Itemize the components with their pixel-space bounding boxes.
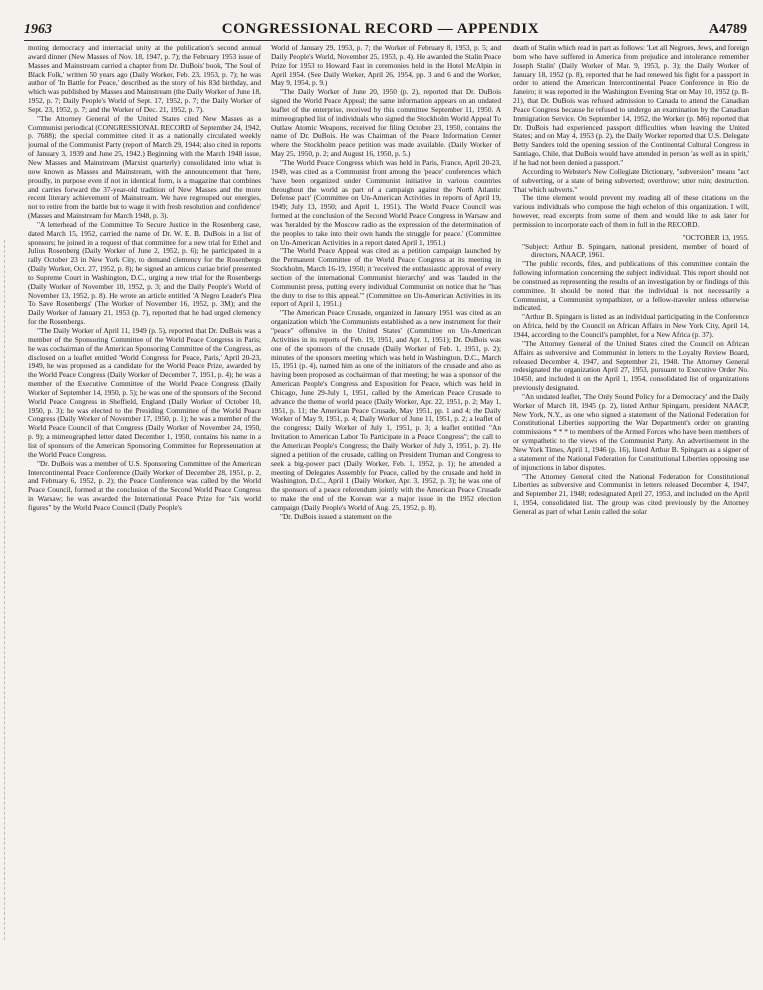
paragraph: "Dr. DuBois was a member of U.S. Sponsoring Committee of the American Intercontinental Peace Conference (Daily Worker of December 28, 1951, p. 2, and February 6, 1952, p. 2); the Peace Conference was called by the World Peace Council, formed at the conclusion of the Second World Peace Congress in Warsaw; he was awarded the International Peace Prize for "six world figures" by the World Peace Council (Daily People's [28,458,261,512]
header-title: CONGRESSIONAL RECORD — APPENDIX [221,21,540,37]
paragraph: "The American Peace Crusade, organized in January 1951 was cited as an organization which 'the Communists established as a new instrument for their "peace" offensive in the United States' (Committee on Un-American Activities in its reports of Feb. 19, 1951, and Apr. 1, 1951); Dr. DuBois was one of the sponsors of the crusade (Daily Worker of Feb. 1, 1951, p. 2); minutes of the sponsors meeting which was held in Washington, D.C., March 15, 1951 (p. 4), named him as one of the initiators of the crusade and also as having been proposed as cochairman of that meeting; he was a sponsor of the American People's Congress and Exposition for Peace, which was held in Chicago, June 29-July 1, 1951, called by the American Peace Crusade to advance the theme of world peace (Daily Worker, Apr. 22, 1951, p. 2; May 1, 1951, p. 11; the American Peace Crusade, May 1951, pp. 1 and 4; the Daily Worker of May 9, 1951, p. 4; Daily Worker of June 11, 1951, p. 2; a leaflet of the congress; Daily Worker of July 1, 1951, p. 3; a leaflet entitled "An Invitation to American Labor To Participate in a Peace Congress"; the call to the American People's Congress; the Daily Worker of July 3, 1951, p. 2). He signed a petition of the crusade, calling on President Truman and Congress to seek a big-power pact (Daily Worker, Feb. 1, 1952, p. 1); he attended a meeting of Delegates Assembly for Peace, called by the crusade and held in Washington, D.C., April 1 (Daily Worker, Apr. 3, 1952, p. 3); he was one of the sponsors of a peace referendum jointly with the American Peace Crusade to make the end of the Korean war a major issue in the 1952 election campaign (Daily People's World of Aug. 25, 1952, p. 8). [271,308,501,512]
paragraph: "An undated leaflet, 'The Only Sound Policy for a Democracy' and the Daily Worker of March 18, 1945 (p. 2), listed Arthur Spingarn, president NAACP, New York, N.Y., as one who signed a statement of the National Federation for Constitutional Liberties supporting the War Department's order on granting commissions * * * to members of the Armed Forces who have been members of or sympathetic to the views of the Communist Party. An advertisement in the New York Times, April 1, 1946 (p. 16), listed Arthur B. Spingarn as a signer of a statement of the National Federation for Constitutional Liberties opposing use of injunctions in labor disputes. [513,391,749,472]
paragraph: "The World Peace Congress which was held in Paris, France, April 20-23, 1949, was cited as a Communist front among the 'peace' conferences which 'have been organized under Communist initiative in various countries throughout the world as part of a campaign against the North Atlantic Defense pact' (Committee on Un-American Activities in reports of April 19, 1949; July 13, 1950; and April 1, 1951). The World Peace Council was formed at the conclusion of the Second World Peace Congress in Warsaw and was 'heralded by the Moscow radio as the expression of the determination of the peoples to take into their own hands the struggle for peace.' (Committee on Un-American Activities in a report dated April 1, 1951.) [271,157,501,247]
header-page-number: A4789 [708,22,747,37]
paragraph: According to Webster's New Collegiate Dictionary, "subversion" means "act of subverting, or a state of being subverted; overthrow; utter ruin; destruction. That which subverts." [513,166,749,194]
paragraph: The time element would prevent my reading all of these citations on the various individuals who compose the high echelon of this organization. I will, however, read excerpts from some of them and would like to ask later for permission to incorporate each of them in full in the RECORD. [513,193,749,229]
paragraph: "The Daily Worker of April 11, 1949 (p. 5), reported that Dr. DuBois was a member of the Sponsoring Committee of the World Peace Congress in Paris; he was cochairman of the American Sponsoring Committee of the Congress, as disclosed on a leaflet entitled 'World Congress for Peace, Paris,' April 20-23, 1949, he was proposed as a candidate for the World Peace Prize, awarded by the World Peace Congress (Daily Worker of December 7, 1951, p. 4); he was a member of the Executive Committee of the World Peace Congress (Daily Worker of September 14, 1950, p. 5); he was one of the sponsors of the Second World Peace Congress in Sheffield, England (Daily Worker of October 10, 1950, p. 3); he was elected to the Presiding Committee of the World Peace Congress (Daily Worker of November 17, 1950, p. 1); he was a member of the World Peace Council of that Congress (Daily Worker of November 24, 1950, p. 9); a mimeographed letter dated December 1, 1950, contains his name in a list of sponsors of the American Sponsoring Committee for Representation at the World Peace Congress. [28,326,261,459]
letter-date: "OCTOBER 13, 1955. [682,232,749,242]
paragraph: World of January 29, 1953, p. 7; the Worker of February 8, 1953, p. 5; and Daily People's World, November 25, 1953, p. 4). He awarded the Stalin Peace Prize for 1953 to Howard Fast in ceremonies held in the Hotel McAlpin in April 1954. (See Daily Worker, April 26, 1954, pp. 3 and 6 and the Worker, May 9, 1954, p. 9.) [271,44,501,88]
paragraph: "The Daily Worker of June 20, 1950 (p. 2), reported that Dr. DuBois signed the World Peace Appeal; the same information appears on an undated leaflet of the enterprise, received by this committee September 11, 1950. A mimeographed list of individuals who signed the Stockholm World Appeal To Outlaw Atomic Weapons, received for filing October 23, 1950, contains the name of Dr. DuBois. He was Chairman of the Peace Information Center where the Stockholm peace petition was made available. (Daily Worker of May 25, 1950, p. 2; and August 16, 1950, p. 5.) [271,87,501,159]
text-column-3 [513,44,749,984]
paragraph: "A letterhead of the Committee To Secure Justice in the Rosenberg case, dated March 15, 1952, carried the name of Dr. W. E. B. DuBois in a list of sponsors; he joined in a request of that committee for a new trial for Ethel and Julius Rosenberg (Daily Worker of June 2, 1952, p. 6); he participated in a rally October 23 in New York City, to demand clemency for the Rosenbergs (Daily Worker, Oct. 27, 1952, p. 8); he signed an amicus curiae brief presented to Supreme Court in Washington, D.C., urging a new trial for the Rosenbergs (Daily Worker of November 10, 1952, p. 3; and the Daily People's World of November 13, 1952, p. 8). He wrote an article entitled 'A Negro Leader's Plea To Save Rosenbergs' (The Worker of November 16, 1952, p. 3M); and the Daily Worker of January 21, 1953 (p. 7), reported that he had urged clemency for the Rosenbergs. [28,219,261,327]
paragraph: moting democracy and interracial unity at the publication's second annual award dinner (New Masses of Nov. 18, 1947, p. 7); the February 1953 issue of Masses and Mainstream carried a chapter from Dr. DuBois' book, 'The Soul of Black Folk,' written 50 years ago (Daily Worker, Feb. 23, 1953, p. 7); he was author of 'In Battle for Peace,' described as the story of his 83d birthday, and which was published by Masses and Mainstream (the Daily Worker of June 18, 1952, p. 7; Daily People's World of Sept. 17, 1952, p. 7; the Daily Worker of Sept. 23, 1952, p. 7; and the Worker of Dec. 21, 1952, p. 7). [28,44,261,114]
paragraph: "The Attorney General of the United States cited the Council on African Affairs as subversive and Communist in letters to the Loyalty Review Board, released December 4, 1947, and September 21, 1948. The Attorney General redesignated the organization April 27, 1953, pursuant to Executive Order No. 10450, and included it on the April 1, 1954, consolidated list of organizations previously designated. [513,338,749,393]
header-year: 1963 [24,22,52,37]
paragraph: "The public records, files, and publications of this committee contain the following information concerning the subject individual. This report should not be construed as representing the results of an investigation by or findings of this committee. It should be noted that the individual is not necessarily a Communist, a Communist sympathizer, or a fellow-traveler unless otherwise indicated. [513,259,749,313]
binding-edge [4,240,7,940]
page-header [24,12,747,41]
paragraph: "The Attorney General of the United States cited New Masses as a Communist periodical (CONGRESSIONAL RECORD of September 24, 1942, p. 7688); the special committee cited it as a nationally circulated weekly journal of the Communist Party (report of March 29, 1944; also cited in reports of January 3, 1939 and June 25, 1942.) Beginning with the March 1948 issue, New Masses and Mainstream (Marxist quarterly) consolidated into what is now known as Masses and Mainstream, with the announcement that 'here, proudly, in purpose even if not in identical form, is a magazine that combines and carries forward the 37-year-old tradition of New Masses and the more recent literary achievement of Mainstream. We have regrouped our energies, not to retire from the battle but to wage it with fresh resolution and confidence' (Masses and Mainstream for March 1948, p. 3). [28,113,261,221]
paragraph: "Arthur B. Spingarn is listed as an individual participating in the Conference on Africa, held by the Council on African Affairs in New York City, April 14, 1944, according to the Council's pamphlet, for a New Africa (p. 37). [513,312,749,339]
text-column-1 [28,44,261,984]
letter-subject: "Subject: Arthur B. Spingarn, national president, member of board of directors, NAACP, 1961. [522,241,749,260]
paragraph: death of Stalin which read in part as follows: 'Let all Negroes, Jews, and foreign born who have suffered in America from prejudice and intolerance remember Joseph Stalin' (Daily Worker of Mar. 9, 1953, p. 3); the Daily Worker of January 18, 1952 (p. 8), reported that he had renewed his fight for a passport in order to attend the American Intercontinental Peace Conference in Rio de Janeiro; it was reported in the Washington Evening Star on May 10, 1952 (p. B-21), that Dr. DuBois was refused admission to Canada to attend the Canadian Peace Congress because he refused to undergo an examination by the Canadian Immigration Service. On September 14, 1952, the Worker (p. M6) reported that Dr. DuBois had experienced passport difficulties when leaving the United States; and on May 4, 1953 (p. 2), the Daily Worker reported that U.S. Delegate Betty Sanders told the opening session of the Continental Cultural Congress in Santiago, Chile, that DuBois would have attended in person 'as well as in spirit,' if he had not been denied a passport." [513,44,749,167]
paragraph: "The Attorney General cited the National Federation for Constitutional Liberties as subversive and Communist in letters released December 4, 1947, and September 21, 1948; redesignated April 27, 1953, and included on the April 1, 1954, consolidated list. The group was cited previously by the Attorney General as part of what Lenin called the solar [513,471,749,516]
paragraph: "The World Peace Appeal was cited as a petition campaign launched by the Permanent Committee of the World Peace Congress at its meeting in Stockholm, March 16-19, 1950; it 'received the enthusiastic approval of every section of the international Communist hierarchy' and was 'lauded in the Communist press, putting every individual Communist on notice that he "has the duty to rise to this appeal."' (Committee on Un-American Activities in its report of April 1, 1951.) [271,246,501,309]
text-column-2 [271,44,501,984]
paragraph: "Dr. DuBois issued a statement on the [280,511,392,521]
